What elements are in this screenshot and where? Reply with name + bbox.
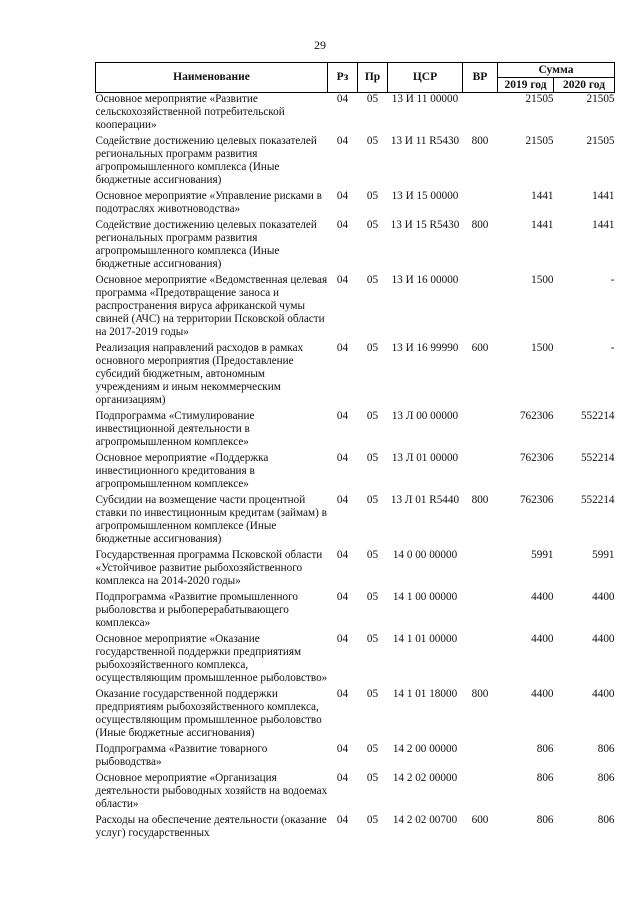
row-sum-2020: 552214 <box>580 410 615 422</box>
row-vr <box>463 591 498 633</box>
row-rz: 04 <box>336 772 349 784</box>
table-row <box>96 93 615 136</box>
row-name: Основное мероприятие «Управление рисками в подотраслях животноводства» <box>95 190 322 215</box>
row-sum-2019: 1500 <box>531 342 554 354</box>
row-csr: 14 2 02 00700 <box>392 814 458 826</box>
row-name: Оказание государственной поддержки предприятиям рыбохозяйственного комплекса, осуществляющим промышленное рыболовство (Иные бюджетные ассигнования) <box>95 688 322 739</box>
row-vr: 600 <box>471 342 489 354</box>
row-name: Содействие достижению целевых показателей региональных программ развития агропромышленного комплекса (Иные бюджетные ассигнования) <box>95 135 317 186</box>
row-name: Основное мероприятие «Оказание государственной поддержки предприятиям рыбохозяйственного комплекса, осуществляющим промышленное рыболовство» <box>95 633 328 684</box>
table-row <box>96 219 615 274</box>
row-sum-2019: 4400 <box>531 688 554 700</box>
row-name: Расходы на обеспечение деятельности (оказание услуг) государственных <box>95 814 327 839</box>
header-rz: Рз <box>328 63 358 93</box>
row-vr <box>463 452 498 494</box>
row-rz: 04 <box>336 93 349 105</box>
row-sum-2019: 806 <box>536 772 554 784</box>
row-vr <box>463 410 498 452</box>
table-row <box>96 190 615 219</box>
row-vr <box>463 633 498 688</box>
row-rz: 04 <box>336 190 349 202</box>
table-row <box>96 772 615 814</box>
row-rz: 04 <box>336 814 349 826</box>
header-year-2020: 2020 год <box>554 78 615 93</box>
row-csr: 14 1 00 00000 <box>392 591 458 603</box>
row-sum-2020: 806 <box>597 772 615 784</box>
row-sum-2019: 1441 <box>531 190 554 202</box>
header-sum: Сумма <box>498 63 615 78</box>
row-csr: 14 2 02 00000 <box>392 772 458 784</box>
row-rz: 04 <box>336 743 349 755</box>
row-csr: 13 И 11 R5430 <box>390 135 460 147</box>
row-pr: 05 <box>366 274 379 286</box>
row-sum-2019: 21505 <box>525 93 554 105</box>
row-pr: 05 <box>366 772 379 784</box>
row-sum-2020: 552214 <box>580 494 615 506</box>
table-row <box>96 135 615 190</box>
row-sum-2019: 5991 <box>531 549 554 561</box>
table-row <box>96 410 615 452</box>
row-sum-2020: 4400 <box>592 633 615 645</box>
row-sum-2020: 1441 <box>592 190 615 202</box>
row-pr: 05 <box>366 743 379 755</box>
row-sum-2020: 806 <box>597 743 615 755</box>
row-csr: 13 И 16 00000 <box>391 274 459 286</box>
row-pr: 05 <box>366 633 379 645</box>
row-rz: 04 <box>336 274 349 286</box>
row-name: Субсидии на возмещение части процентной ставки по инвестиционным кредитам (займам) в агропромышленном комплексе (Иные бюджетные ассигнования) <box>95 494 327 545</box>
row-pr: 05 <box>366 814 379 826</box>
row-csr: 13 И 15 00000 <box>391 190 459 202</box>
table-row <box>96 274 615 342</box>
row-name: Основное мероприятие «Поддержка инвестиционного кредитования в агропромышленном комплексе» <box>95 452 269 490</box>
page-number: 29 <box>314 38 326 52</box>
row-csr: 13 Л 01 R5440 <box>390 494 460 506</box>
row-sum-2019: 4400 <box>531 591 554 603</box>
table-header <box>96 63 615 93</box>
row-name: Подпрограмма «Стимулирование инвестиционной деятельности в агропромышленном комплексе» <box>95 410 255 448</box>
row-rz: 04 <box>336 549 349 561</box>
row-sum-2020: 4400 <box>592 688 615 700</box>
row-sum-2019: 806 <box>536 743 554 755</box>
row-csr: 14 0 00 00000 <box>392 549 458 561</box>
table-body <box>96 93 615 844</box>
row-sum-2019: 21505 <box>525 135 554 147</box>
row-vr: 800 <box>471 219 489 231</box>
row-pr: 05 <box>366 688 379 700</box>
row-pr: 05 <box>366 452 379 464</box>
row-sum-2019: 1500 <box>531 274 554 286</box>
row-name: Основное мероприятие «Организация деятельности рыбоводных хозяйств на водоемах области» <box>95 772 328 810</box>
budget-table <box>95 62 615 843</box>
row-pr: 05 <box>366 342 379 354</box>
table-row <box>96 591 615 633</box>
table-row <box>96 688 615 743</box>
row-csr: 14 2 00 00000 <box>392 743 458 755</box>
row-csr: 13 И 11 00000 <box>391 93 459 105</box>
row-name: Основное мероприятие «Ведомственная целевая программа «Предотвращение заноса и распространения вируса африканской чумы свиней (АЧС) на территории Псковской области на 2017-2019 годы» <box>95 274 328 338</box>
header-csr: ЦСР <box>388 63 463 93</box>
row-rz: 04 <box>336 633 349 645</box>
row-vr <box>463 93 498 136</box>
row-vr <box>463 772 498 814</box>
row-rz: 04 <box>336 452 349 464</box>
row-vr <box>463 190 498 219</box>
row-sum-2019: 762306 <box>519 494 554 506</box>
row-vr: 800 <box>471 135 489 147</box>
row-name: Реализация направлений расходов в рамках основного мероприятия (Предоставление субсидий бюджетным, автономным учреждениям и иным некоммерческим организациям) <box>95 342 304 406</box>
row-vr <box>463 274 498 342</box>
row-csr: 13 Л 00 00000 <box>391 410 459 422</box>
row-csr: 13 И 16 99990 <box>391 342 459 354</box>
row-sum-2019: 1441 <box>531 219 554 231</box>
row-sum-2020: 21505 <box>586 135 615 147</box>
row-sum-2019: 762306 <box>519 410 554 422</box>
row-name: Содействие достижению целевых показателей региональных программ развития агропромышленного комплекса (Иные бюджетные ассигнования) <box>95 219 317 270</box>
row-pr: 05 <box>366 190 379 202</box>
row-sum-2019: 762306 <box>519 452 554 464</box>
row-vr: 800 <box>471 494 489 506</box>
row-sum-2020: 1441 <box>592 219 615 231</box>
row-sum-2019: 4400 <box>531 633 554 645</box>
row-sum-2020: - <box>610 342 615 354</box>
row-csr: 14 1 01 18000 <box>392 688 458 700</box>
row-pr: 05 <box>366 93 379 105</box>
row-sum-2020: 552214 <box>580 452 615 464</box>
row-sum-2019: 806 <box>536 814 554 826</box>
header-vr: ВР <box>463 63 498 93</box>
row-pr: 05 <box>366 591 379 603</box>
row-vr: 800 <box>471 688 489 700</box>
table-row <box>96 743 615 772</box>
table-row <box>96 549 615 591</box>
table-row <box>96 814 615 843</box>
table-row <box>96 494 615 549</box>
row-sum-2020: 806 <box>597 814 615 826</box>
row-pr: 05 <box>366 135 379 147</box>
row-rz: 04 <box>336 135 349 147</box>
row-sum-2020: 4400 <box>592 591 615 603</box>
row-sum-2020: 5991 <box>592 549 615 561</box>
row-rz: 04 <box>336 342 349 354</box>
row-sum-2020: - <box>610 274 615 286</box>
row-csr: 13 И 15 R5430 <box>390 219 460 231</box>
row-name: Подпрограмма «Развитие товарного рыбоводства» <box>95 743 268 768</box>
row-name: Государственная программа Псковской области «Устойчивое развитие рыбохозяйственного комплекса на 2014-2020 годы» <box>95 549 323 587</box>
row-vr <box>463 743 498 772</box>
header-name: Наименование <box>96 63 328 93</box>
row-pr: 05 <box>366 410 379 422</box>
row-vr: 600 <box>471 814 489 826</box>
table-row <box>96 342 615 410</box>
row-vr <box>463 549 498 591</box>
row-name: Подпрограмма «Развитие промышленного рыболовства и рыбоперерабатывающего комплекса» <box>95 591 299 629</box>
row-rz: 04 <box>336 219 349 231</box>
row-pr: 05 <box>366 219 379 231</box>
row-pr: 05 <box>366 549 379 561</box>
row-rz: 04 <box>336 410 349 422</box>
row-csr: 14 1 01 00000 <box>392 633 458 645</box>
row-sum-2020: 21505 <box>586 93 615 105</box>
row-csr: 13 Л 01 00000 <box>391 452 459 464</box>
table-row <box>96 633 615 688</box>
table-row <box>96 452 615 494</box>
row-name: Основное мероприятие «Развитие сельскохозяйственной потребительской кооперации» <box>95 93 285 131</box>
header-year-2019: 2019 год <box>498 78 554 93</box>
row-pr: 05 <box>366 494 379 506</box>
row-rz: 04 <box>336 591 349 603</box>
row-rz: 04 <box>336 688 349 700</box>
row-rz: 04 <box>336 494 349 506</box>
header-pr: Пр <box>358 63 388 93</box>
